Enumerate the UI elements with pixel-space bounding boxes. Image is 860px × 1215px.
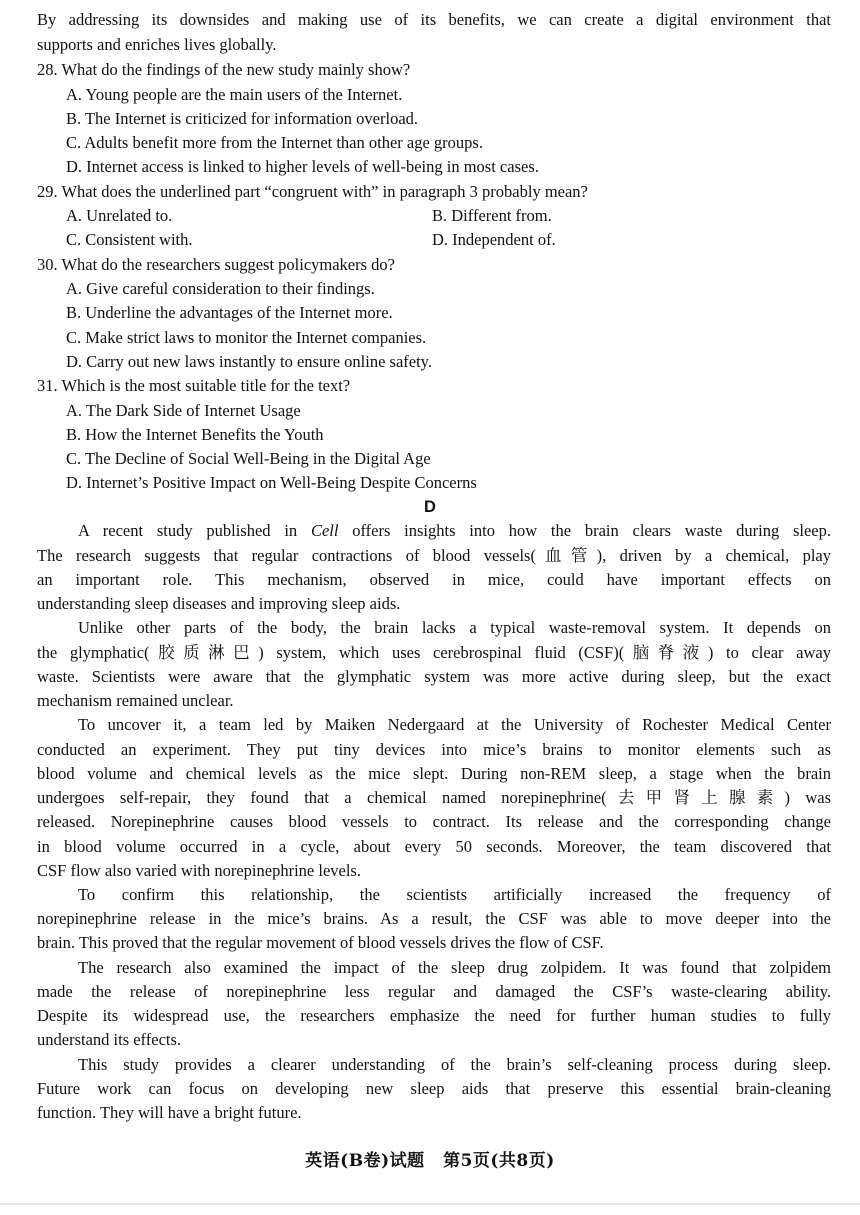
passage-line: Despite its widespread use, the researchers emphasize the need for further human studies to fully [37,1006,831,1025]
footer-page-number: 第5页(共8页) [443,1151,555,1171]
section-heading: D [424,498,436,516]
passage-line: made the release of norepinephrine less regular and damaged the CSF’s waste-clearing ability. [37,982,831,1001]
question-28-option-a[interactable]: A. Young people are the main users of the Internet. [66,85,403,104]
passage-line [78,519,831,543]
question-31-option-b[interactable]: B. How the Internet Benefits the Youth [66,425,324,444]
passage-line: norepinephrine release in the mice’s brains. As a result, the CSF was able to move deeper into the [37,909,831,928]
passage-line: The research also examined the impact of the sleep drug zolpidem. It was found that zolpidem [78,958,831,977]
question-29-option-b[interactable]: B. Different from. [432,206,552,225]
question-31-option-c[interactable]: C. The Decline of Social Well-Being in the Digital Age [66,449,431,468]
question-29-option-d[interactable]: D. Independent of. [432,230,556,249]
footer-subject: 英语(B卷)试题 [305,1151,425,1171]
passage-text: A recent study published in [78,521,311,540]
passage-line: CSF flow also varied with norepinephrine levels. [37,861,361,880]
question-30-stem: 30. What do the researchers suggest policymakers do? [37,255,395,274]
passage-line: To uncover it, a team led by Maiken Nedergaard at the University of Rochester Medical Center [78,715,831,734]
passage-text: offers insights into how the brain clears waste during sleep. [338,521,831,540]
passage-line: undergoes self-repair, they found that a chemical named norepinephrine(去甲肾上腺素) was [37,788,831,807]
passage-line: brain. This proved that the regular movement of blood vessels drives the flow of CSF. [37,933,604,952]
question-28-stem: 28. What do the findings of the new study mainly show? [37,60,411,79]
intro-line: By addressing its downsides and making use of its benefits, we can create a digital environment that [37,10,831,29]
passage-line: in blood volume occurred in a cycle, about every 50 seconds. Moreover, the team discovered that [37,837,831,856]
question-30-option-b[interactable]: B. Underline the advantages of the Internet more. [66,303,393,322]
question-29-option-a[interactable]: A. Unrelated to. [66,206,173,225]
question-30-option-c[interactable]: C. Make strict laws to monitor the Internet companies. [66,328,427,347]
journal-name: Cell [310,521,339,540]
question-31-stem: 31. Which is the most suitable title for the text? [37,376,351,395]
passage-line: This study provides a clearer understanding of the brain’s self-cleaning process during sleep. [78,1055,831,1074]
passage-line: conducted an experiment. They put tiny devices into mice’s brains to monitor elements such as [37,740,831,759]
passage-line: function. They will have a bright future. [37,1103,302,1122]
passage-line: understand its effects. [37,1030,182,1049]
passage-line: the glymphatic(胶质淋巴) system, which uses cerebrospinal fluid (CSF)(脑脊液) to clear away [37,643,831,662]
question-30-option-d[interactable]: D. Carry out new laws instantly to ensure online safety. [66,352,432,371]
passage-line: blood volume and chemical levels as the mice slept. During non-REM sleep, a stage when the brain [37,764,831,783]
passage-line: Future work can focus on developing new sleep aids that preserve this essential brain-cleaning [37,1079,831,1098]
question-31-option-d[interactable]: D. Internet’s Positive Impact on Well-Being Despite Concerns [66,473,477,492]
passage-line: an important role. This mechanism, observed in mice, could have important effects on [37,570,831,589]
passage-line: To confirm this relationship, the scientists artificially increased the frequency of [78,885,831,904]
passage-line: The research suggests that regular contractions of blood vessels(血管), driven by a chemical, play [37,546,831,565]
passage-line: understanding sleep diseases and improving sleep aids. [37,594,401,613]
question-31-option-a[interactable]: A. The Dark Side of Internet Usage [66,401,301,420]
intro-line: supports and enriches lives globally. [37,35,277,54]
question-30-option-a[interactable]: A. Give careful consideration to their findings. [66,279,375,298]
question-28-option-b[interactable]: B. The Internet is criticized for information overload. [66,109,419,128]
page-footer [0,1146,860,1171]
passage-line: Unlike other parts of the body, the brain lacks a typical waste-removal system. It depends on [78,618,831,637]
question-29-option-c[interactable]: C. Consistent with. [66,230,193,249]
passage-line: waste. Scientists were aware that the glymphatic system was more active during sleep, but the exact [37,667,831,686]
question-29-stem: 29. What does the underlined part “congruent with” in paragraph 3 probably mean? [37,182,588,201]
bottom-divider [0,1203,860,1205]
question-28-option-d[interactable]: D. Internet access is linked to higher levels of well-being in most cases. [66,157,539,176]
passage-line: mechanism remained unclear. [37,691,234,710]
passage-line: released. Norepinephrine causes blood vessels to contract. Its release and the corresponding change [37,812,831,831]
question-28-option-c[interactable]: C. Adults benefit more from the Internet than other age groups. [66,133,483,152]
